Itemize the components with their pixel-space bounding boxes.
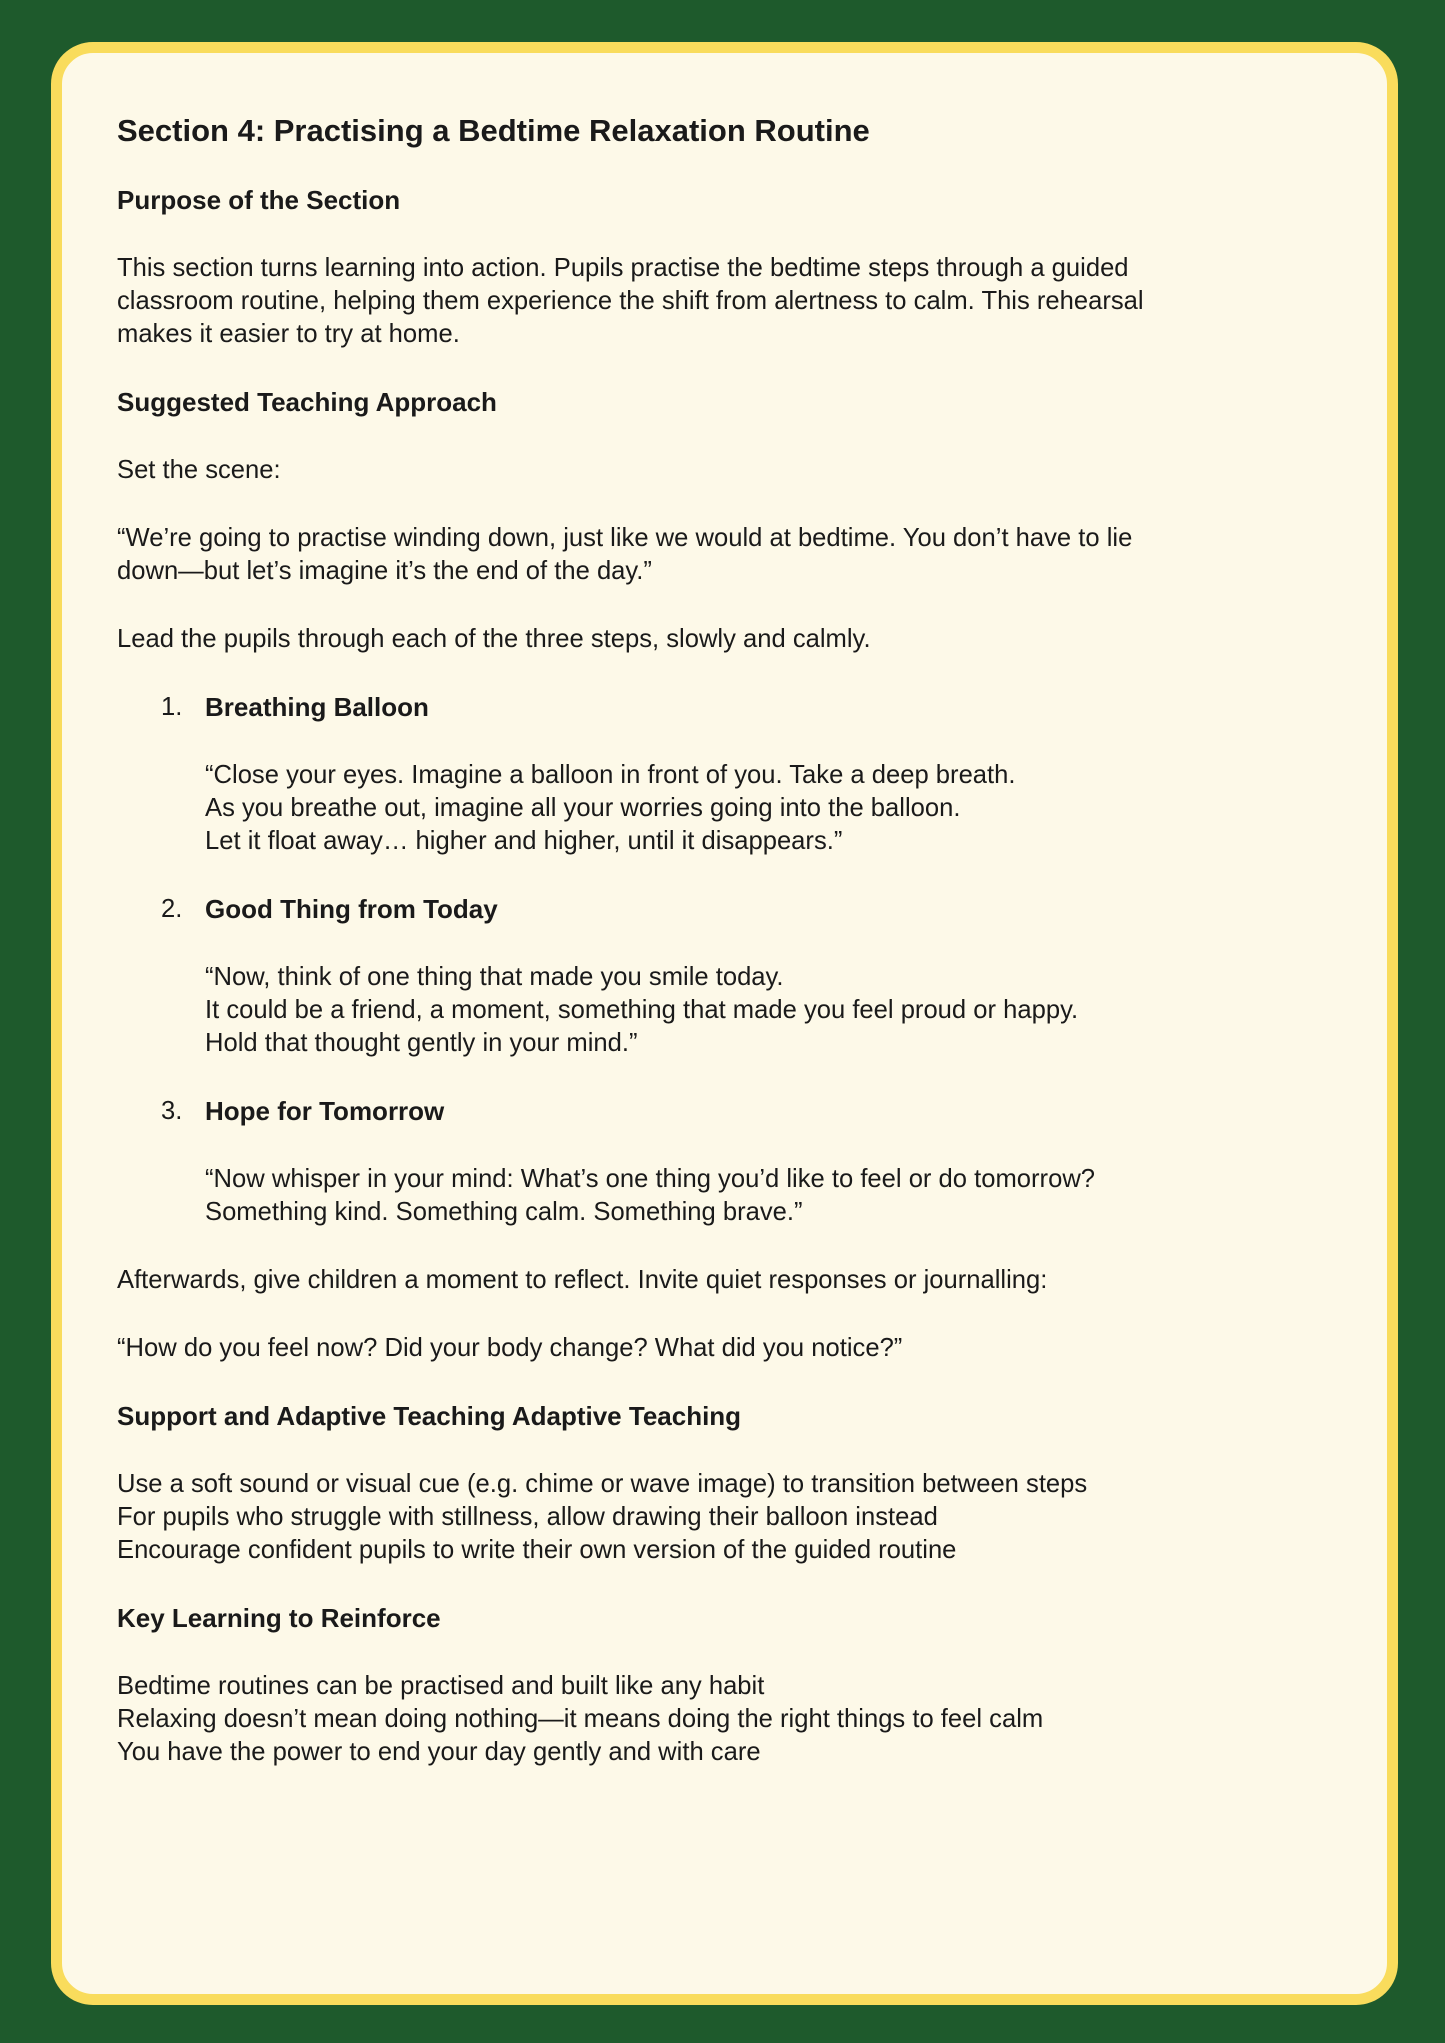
text-line: “Close your eyes. Imagine a balloon in front of you. Take a deep breath. <box>205 761 1016 789</box>
reflect-quote: “How do you feel now? Did your body change? What did you notice?” <box>117 1334 903 1362</box>
step-item <box>117 893 1347 1060</box>
text-line: “We’re going to practise winding down, just like we would at bedtime. You don’t have to lie <box>117 524 1133 552</box>
text-line: This section turns learning into action. Pupils practise the bedtime steps through a guided <box>117 254 1129 282</box>
text-line: Something kind. Something calm. Something brave.” <box>205 1198 803 1226</box>
step-label: Hope for Tomorrow <box>205 1096 445 1126</box>
lead-text: Lead the pupils through each of the three steps, slowly and calmly. <box>117 625 871 653</box>
text-line: classroom routine, helping them experience the shift from alertness to calm. This rehearsal <box>117 287 1144 315</box>
text-line: As you breathe out, imagine all your worries going into the balloon. <box>205 794 961 822</box>
text-line: Encourage confident pupils to write their own version of the guided routine <box>117 1536 957 1564</box>
key-learning-heading: Key Learning to Reinforce <box>117 1603 441 1633</box>
step-quote <box>205 961 1347 1060</box>
text-line: Hold that thought gently in your mind.” <box>205 1029 638 1057</box>
text-line: Use a soft sound or visual cue (e.g. chime or wave image) to transition between steps <box>117 1470 1088 1498</box>
step-label: Breathing Balloon <box>205 692 429 722</box>
support-heading: Support and Adaptive Teaching Adaptive Teaching <box>117 1401 742 1431</box>
approach-heading: Suggested Teaching Approach <box>117 387 497 417</box>
text-line: Let it float away… higher and higher, until it disappears.” <box>205 827 843 855</box>
step-number: 2. <box>161 895 183 923</box>
text-line: It could be a friend, a moment, something that made you feel proud or happy. <box>205 996 1079 1024</box>
step-quote <box>205 759 1347 858</box>
step-number: 1. <box>161 693 183 721</box>
text-line: You have the power to end your day gently and with care <box>117 1738 761 1766</box>
text-line: down—but let’s imagine it’s the end of the day.” <box>117 557 652 585</box>
step-item <box>117 691 1347 858</box>
purpose-heading: Purpose of the Section <box>117 185 401 215</box>
page-title: Section 4: Practising a Bedtime Relaxation Routine <box>117 113 870 148</box>
document-card <box>51 42 1398 2005</box>
set-scene-text: Set the scene: <box>117 456 281 484</box>
purpose-paragraph <box>117 252 1347 351</box>
afterwards-text: Afterwards, give children a moment to reflect. Invite quiet responses or journalling: <box>117 1266 1048 1294</box>
step-number: 3. <box>161 1097 183 1125</box>
text-line: Relaxing doesn’t mean doing nothing—it means doing the right things to feel calm <box>117 1705 1044 1733</box>
step-item <box>117 1095 1347 1229</box>
step-quote <box>205 1163 1347 1229</box>
key-learning-list <box>117 1670 1347 1769</box>
step-label: Good Thing from Today <box>205 894 498 924</box>
scene-quote <box>117 522 1347 588</box>
text-line: “Now, think of one thing that made you smile today. <box>205 963 784 991</box>
support-list <box>117 1468 1347 1567</box>
text-line: “Now whisper in your mind: What’s one thing you’d like to feel or do tomorrow? <box>205 1165 1096 1193</box>
text-line: makes it easier to try at home. <box>117 320 460 348</box>
text-line: Bedtime routines can be practised and built like any habit <box>117 1672 765 1700</box>
document-content <box>117 111 1347 1804</box>
text-line: For pupils who struggle with stillness, allow drawing their balloon instead <box>117 1503 938 1531</box>
